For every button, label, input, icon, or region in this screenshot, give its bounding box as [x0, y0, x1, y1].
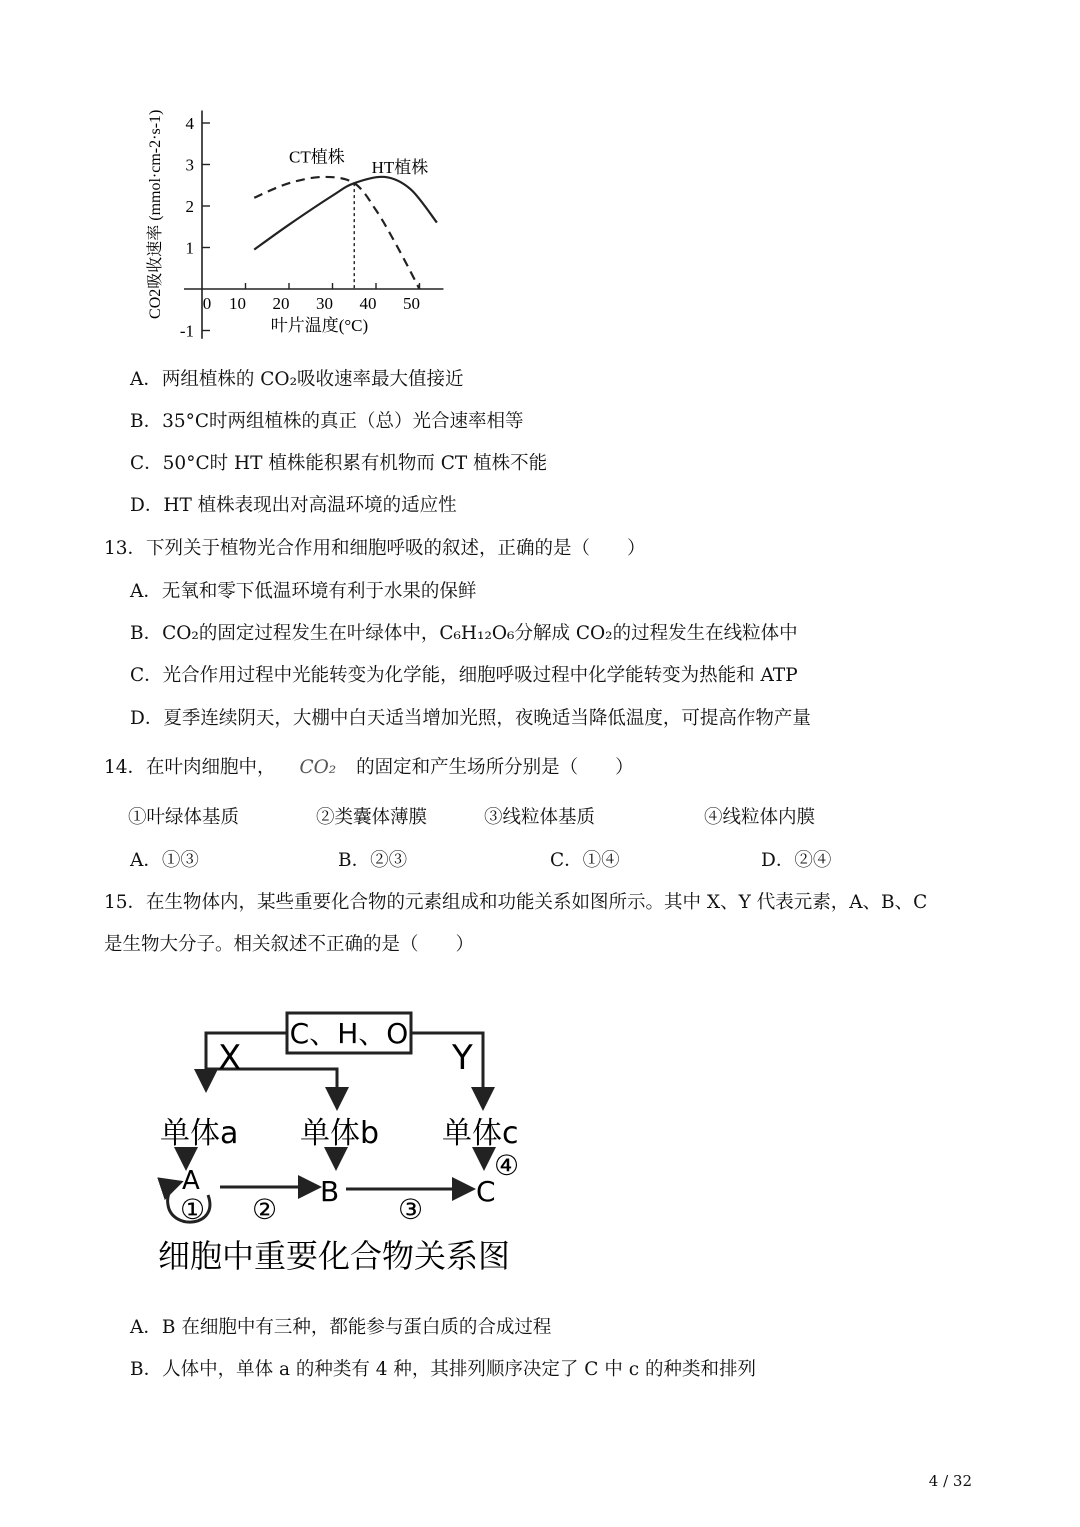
macro-C: C: [476, 1175, 496, 1208]
q14-choice-d: D．②④: [761, 850, 832, 871]
q14-stem: [104, 756, 634, 780]
q15-option-b: B．人体中，单体 a 的种类有 4 种，其排列顺序决定了 C 中 c 的种类和排列: [130, 1359, 756, 1380]
q12-option-a: A．两组植株的 CO₂吸收速率最大值接近: [130, 369, 464, 390]
q15-option-a: A．B 在细胞中有三种，都能参与蛋白质的合成过程: [130, 1317, 552, 1338]
q12-option-b: B．35°C时两组植株的真正（总）光合速率相等: [130, 411, 524, 432]
chart-series-group: [254, 177, 437, 289]
q13-stem: 13．下列关于植物光合作用和细胞呼吸的叙述，正确的是（ ）: [104, 538, 646, 559]
y-element-label: Y: [452, 1038, 473, 1078]
process-1-label: ①: [180, 1193, 206, 1226]
x-tick-label: 30: [316, 294, 333, 313]
q12-option-d: D．HT 植株表现出对高温环境的适应性: [130, 495, 457, 516]
q14-stem-pre: 14．在叶肉细胞中，: [104, 757, 276, 778]
q14-choice-a: A．①③: [130, 850, 199, 871]
co2-uptake-chart: [140, 100, 470, 350]
x-tick-label: 50: [403, 294, 420, 313]
x-tick-label: 10: [229, 294, 246, 313]
series-label-ht: HT植株: [371, 157, 429, 177]
y-tick-label: 4: [185, 114, 194, 133]
q14-item-4: ④线粒体内膜: [704, 807, 816, 828]
x-tick-label: 40: [359, 294, 377, 313]
compound-relation-diagram: [150, 1005, 550, 1280]
process-3-label: ③: [398, 1193, 424, 1226]
q14-stem-post: 的固定和产生场所分别是（ ）: [356, 757, 634, 778]
y-tick-label: -1: [179, 321, 194, 341]
monomer-b: 单体b: [300, 1116, 380, 1151]
y-tick-label: 1: [185, 238, 194, 258]
process-4-label: ④: [494, 1149, 520, 1182]
monomer-c: 单体c: [442, 1116, 519, 1151]
q13-option-a: A．无氧和零下低温环境有利于水果的保鲜: [130, 581, 477, 602]
q15-stem-line1: 15．在生物体内，某些重要化合物的元素组成和功能关系如图所示。其中 X、Y 代表元素，A、B、C: [104, 892, 928, 913]
q14-choice-c: C．①④: [550, 850, 620, 871]
x-tick-label: 0: [202, 294, 212, 313]
q14-item-1: ①叶绿体基质: [128, 807, 240, 828]
x-axis-label: 叶片温度(°C): [270, 316, 369, 335]
q14-item-2: ②类囊体薄膜: [316, 807, 428, 828]
q14-choice-b: B．②③: [338, 850, 408, 871]
macro-A: A: [182, 1166, 200, 1196]
macro-B: B: [320, 1175, 340, 1208]
q14-co2-formula: CO₂: [299, 757, 337, 778]
x-tick-label: 20: [272, 294, 290, 313]
series-label-ct: CT植株: [289, 147, 345, 167]
y-tick-label: 2: [185, 197, 194, 216]
q15-stem-line2: 是生物大分子。相关叙述不正确的是（ ）: [104, 934, 475, 955]
monomer-a: 单体a: [160, 1116, 239, 1151]
page-number: 4 / 32: [928, 1472, 972, 1490]
cho-box-label: C、H、O: [289, 1017, 409, 1050]
y-tick-label: 3: [185, 155, 194, 175]
series-line-ht: [254, 177, 437, 250]
y-axis-label: CO2吸收速率 (mmol·cm-2·s-1): [147, 109, 164, 319]
q12-option-c: C．50°C时 HT 植株能积累有机物而 CT 植株不能: [130, 453, 548, 474]
diagram-caption: 细胞中重要化合物关系图: [158, 1237, 511, 1275]
q13-option-b: B．CO₂的固定过程发生在叶绿体中，C₆H₁₂O₆分解成 CO₂的过程发生在线粒体中: [130, 623, 798, 644]
q13-option-d: D．夏季连续阴天，大棚中白天适当增加光照，夜晚适当降低温度，可提高作物产量: [130, 708, 811, 729]
process-2-label: ②: [252, 1193, 278, 1226]
q13-option-c: C．光合作用过程中光能转变为化学能，细胞呼吸过程中化学能转变为热能和 ATP: [130, 665, 798, 686]
q14-item-3: ③线粒体基质: [484, 807, 596, 828]
x-element-label: X: [218, 1038, 242, 1078]
